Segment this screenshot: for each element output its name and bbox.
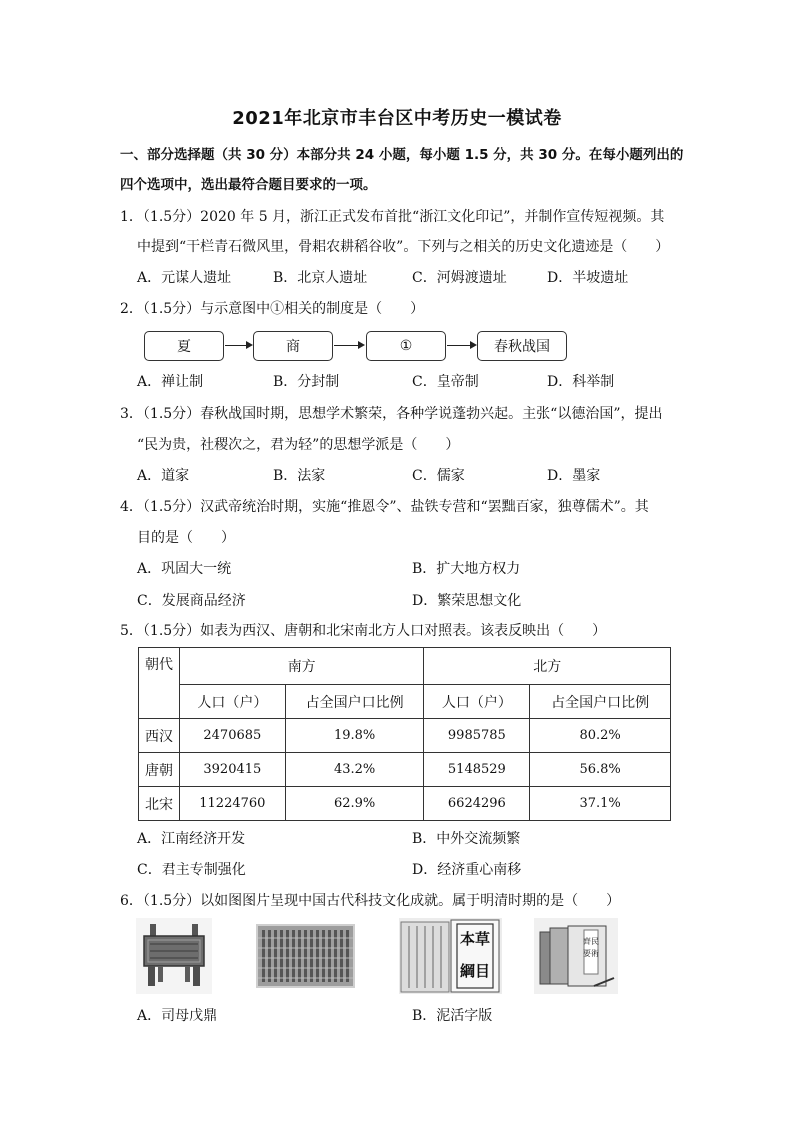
svg-text:齊民: 齊民 [583, 937, 599, 946]
table-cell: 9985785 [424, 719, 530, 753]
q1-option-a[interactable]: A．元谋人遗址 [137, 270, 232, 286]
q3-option-b[interactable]: B．法家 [273, 468, 326, 484]
table-cell: 3920415 [179, 753, 285, 787]
table-cell: 62.9% [285, 787, 424, 821]
flow-box-xia: 夏 [144, 331, 224, 361]
table-row [139, 787, 671, 821]
flow-box-chunqiu: 春秋战国 [477, 331, 567, 361]
table-subheader: 人口（户） [424, 685, 530, 719]
flow-box-shang: 商 [253, 331, 333, 361]
q4-option-c[interactable]: C．发展商品经济 [137, 593, 246, 609]
q6-option-a[interactable]: A．司母戊鼎 [137, 1008, 218, 1024]
q4-option-a[interactable]: A．巩固大一统 [137, 561, 232, 577]
q4-option-d[interactable]: D．繁荣思想文化 [412, 593, 522, 609]
flow-arrow-1 [225, 345, 251, 346]
table-subheader: 占全国户口比例 [285, 685, 424, 719]
q4-option-b[interactable]: B．扩大地方权力 [412, 561, 521, 577]
table-cell: 80.2% [530, 719, 671, 753]
table-group-north: 北方 [424, 648, 671, 685]
table-cell-dynasty: 唐朝 [139, 753, 180, 787]
q2-option-b[interactable]: B．分封制 [273, 374, 340, 390]
q6-option-b[interactable]: B．泥活字版 [412, 1008, 493, 1024]
table-subheader: 占全国户口比例 [530, 685, 671, 719]
flow-arrow-2 [334, 345, 363, 346]
q3-option-d[interactable]: D．墨家 [547, 468, 601, 484]
table-group-south: 南方 [179, 648, 424, 685]
book-title-char: 綱目 [459, 962, 491, 980]
flow-arrow-3 [447, 345, 475, 346]
q1-option-c[interactable]: C．河姆渡遗址 [412, 270, 507, 286]
book-title-char: 本草 [459, 930, 491, 948]
bencao-gangmu-book-image [399, 918, 502, 994]
table-corner-header: 朝代 [139, 648, 180, 719]
q5-option-a[interactable]: A．江南经济开发 [137, 831, 246, 847]
table-subheader: 人口（户） [179, 685, 285, 719]
q1-stem-line1: 1．（1.5分）2020 年 5 月，浙江正式发布首批“浙江文化印记”，并制作宣传短视频。其 [120, 209, 665, 225]
q2-option-d[interactable]: D．科举制 [547, 374, 615, 390]
section-instructions-line1: 一、部分选择题（共 30 分）本部分共 24 小题，每小题 1.5 分，共 30 分。在每小题列出的 [120, 147, 684, 163]
q4-stem-line1: 4．（1.5分）汉武帝统治时期，实施“推恩令”、盐铁专营和“罢黜百家，独尊儒术”。其 [120, 499, 649, 515]
table-cell: 19.8% [285, 719, 424, 753]
q3-option-a[interactable]: A．道家 [137, 468, 190, 484]
q2-stem: 2．（1.5分）与示意图中①相关的制度是（ ） [120, 301, 425, 317]
q1-stem-line2: 中提到“干栏青石微风里，骨耜农耕稻谷收”。下列与之相关的历史文化遗迹是（ ） [137, 239, 670, 255]
q5-stem: 5．（1.5分）如表为西汉、唐朝和北宋南北方人口对照表。该表反映出（ ） [120, 623, 607, 639]
q2-option-a[interactable]: A．禅让制 [137, 374, 204, 390]
section-instructions-line2: 四个选项中，选出最符合题目要求的一项。 [120, 177, 377, 193]
q5-option-b[interactable]: B．中外交流频繁 [412, 831, 521, 847]
flow-box-blank: ① [366, 331, 446, 361]
q6-stem: 6．（1.5分）以如图图片呈现中国古代科技文化成就。属于明清时期的是（ ） [120, 893, 621, 909]
table-cell: 5148529 [424, 753, 530, 787]
table-cell: 43.2% [285, 753, 424, 787]
table-cell: 37.1% [530, 787, 671, 821]
q5-option-c[interactable]: C．君主专制强化 [137, 862, 246, 878]
table-cell-dynasty: 北宋 [139, 787, 180, 821]
table-cell: 6624296 [424, 787, 530, 821]
q1-option-d[interactable]: D．半坡遗址 [547, 270, 629, 286]
movable-type-print-image [256, 924, 355, 988]
q4-stem-line2: 目的是（ ） [137, 530, 235, 546]
population-table [138, 647, 671, 821]
q1-option-b[interactable]: B．北京人遗址 [273, 270, 368, 286]
q3-stem-line2: “民为贵，社稷次之，君为轻”的思想学派是（ ） [137, 437, 460, 453]
q3-option-c[interactable]: C．儒家 [412, 468, 465, 484]
q3-stem-line1: 3．（1.5分）春秋战国时期，思想学术繁荣，各种学说蓬勃兴起。主张“以德治国”，提出 [120, 406, 663, 422]
q5-option-d[interactable]: D．经济重心南移 [412, 862, 522, 878]
svg-text:要術: 要術 [583, 949, 599, 958]
table-cell: 56.8% [530, 753, 671, 787]
qimin-yaoshu-books-image [534, 918, 618, 994]
bronze-ding-image [136, 918, 212, 994]
page-title: 2021年北京市丰台区中考历史一模试卷 [232, 108, 562, 129]
table-row [139, 753, 671, 787]
table-cell: 11224760 [179, 787, 285, 821]
q2-option-c[interactable]: C．皇帝制 [412, 374, 479, 390]
table-cell-dynasty: 西汉 [139, 719, 180, 753]
table-cell: 2470685 [179, 719, 285, 753]
table-row [139, 719, 671, 753]
